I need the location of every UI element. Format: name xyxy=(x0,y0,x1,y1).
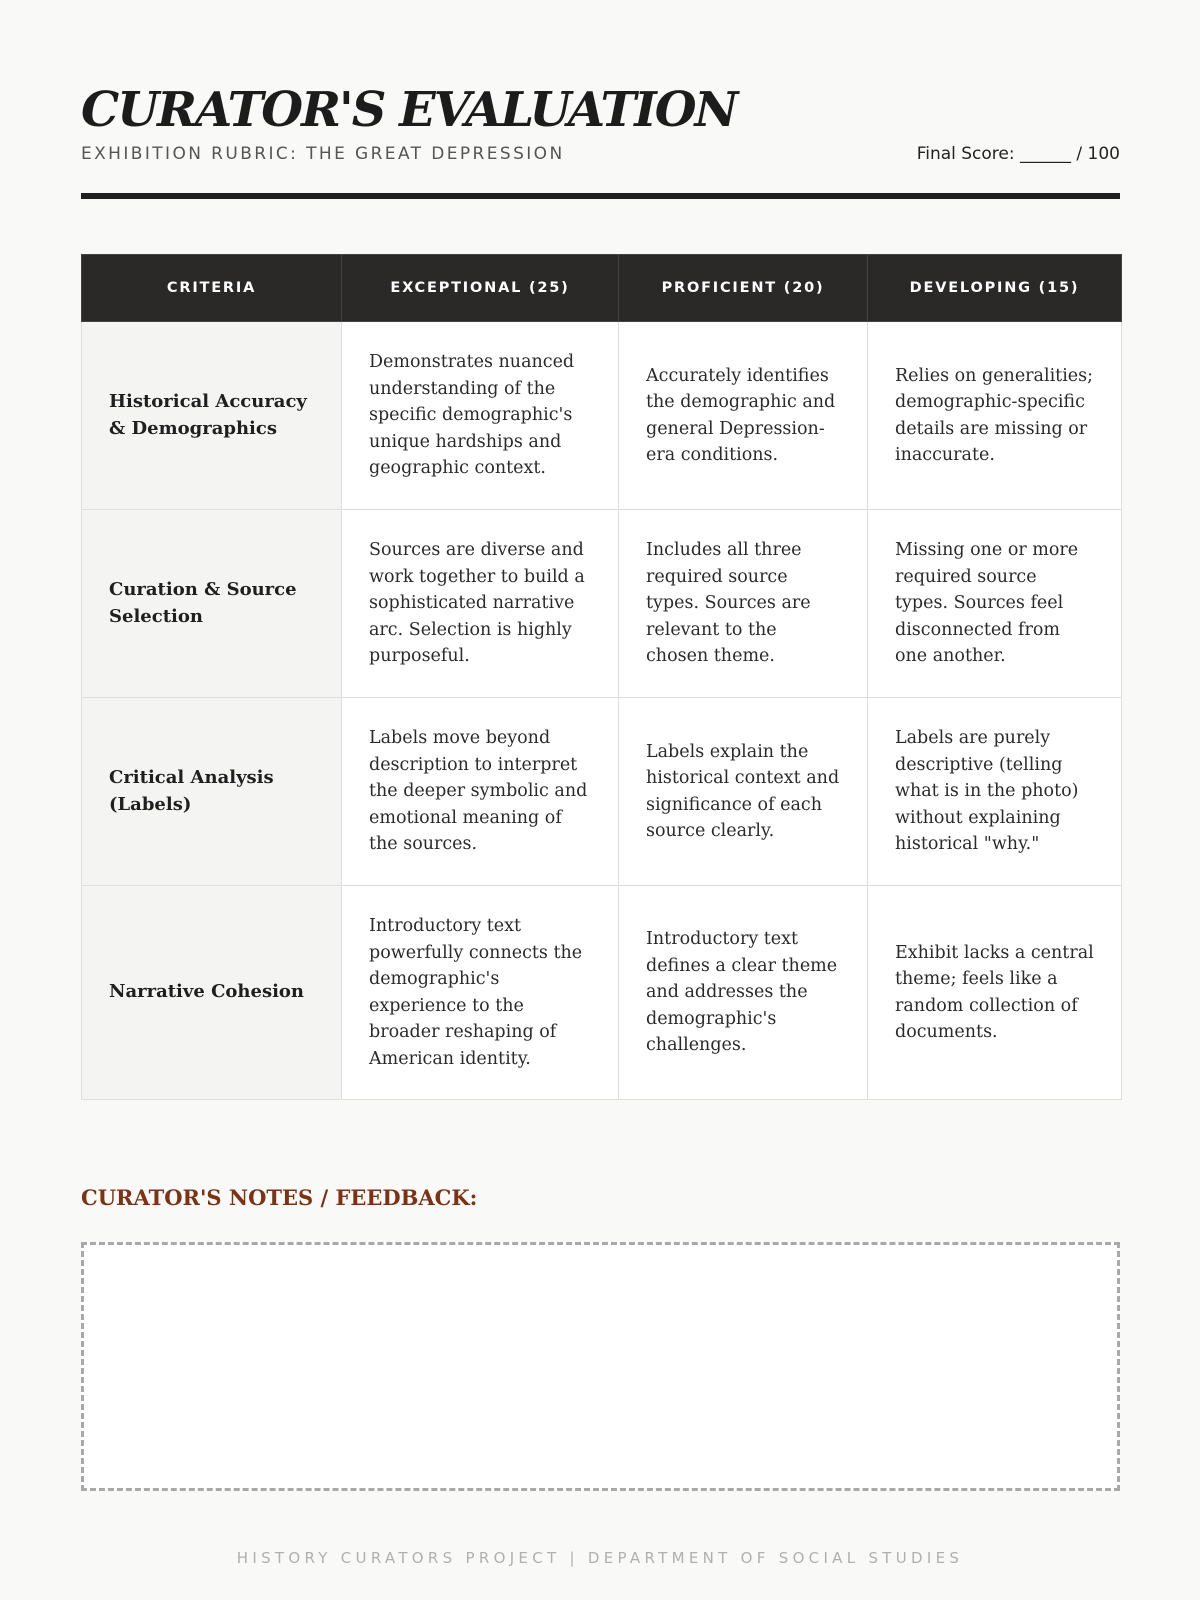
table-row xyxy=(82,322,1122,510)
column-header-criteria: CRITERIA xyxy=(82,255,342,322)
proficient-cell: Introductory text defines a clear theme and addresses the demographic's challenges. xyxy=(619,886,868,1100)
exceptional-cell: Labels move beyond description to interpret the deeper symbolic and emotional meaning of the sources. xyxy=(342,698,619,886)
column-header-developing: DEVELOPING (15) xyxy=(868,255,1122,322)
notes-heading: CURATOR'S NOTES / FEEDBACK: xyxy=(81,1185,478,1210)
proficient-cell: Accurately identifies the demographic and general Depression-era conditions. xyxy=(619,322,868,510)
page-subtitle: EXHIBITION RUBRIC: THE GREAT DEPRESSION xyxy=(81,144,565,164)
developing-cell: Labels are purely descriptive (telling what is in the photo) without explaining historical "why." xyxy=(868,698,1122,886)
criteria-cell: Curation & Source Selection xyxy=(82,510,342,698)
column-header-exceptional: EXCEPTIONAL (25) xyxy=(342,255,619,322)
developing-cell: Missing one or more required source types. Sources feel disconnected from one another. xyxy=(868,510,1122,698)
rubric-table xyxy=(81,254,1122,1100)
criteria-cell: Historical Accuracy & Demographics xyxy=(82,322,342,510)
proficient-cell: Labels explain the historical context and significance of each source clearly. xyxy=(619,698,868,886)
exceptional-cell: Demonstrates nuanced understanding of the specific demographic's unique hardships and geographic context. xyxy=(342,322,619,510)
notes-feedback-box[interactable] xyxy=(81,1242,1120,1491)
final-score-label: Final Score: ______ / 100 xyxy=(916,144,1120,164)
table-row xyxy=(82,886,1122,1100)
rubric-header-row xyxy=(82,255,1122,322)
header-divider xyxy=(81,193,1120,199)
exceptional-cell: Sources are diverse and work together to build a sophisticated narrative arc. Selection is highly purposeful. xyxy=(342,510,619,698)
table-row xyxy=(82,510,1122,698)
criteria-cell: Narrative Cohesion xyxy=(82,886,342,1100)
developing-cell: Relies on generalities; demographic-specific details are missing or inaccurate. xyxy=(868,322,1122,510)
page-footer: HISTORY CURATORS PROJECT | DEPARTMENT OF SOCIAL STUDIES xyxy=(236,1549,964,1567)
column-header-proficient: PROFICIENT (20) xyxy=(619,255,868,322)
proficient-cell: Includes all three required source types. Sources are relevant to the chosen theme. xyxy=(619,510,868,698)
exceptional-cell: Introductory text powerfully connects the demographic's experience to the broader reshaping of American identity. xyxy=(342,886,619,1100)
developing-cell: Exhibit lacks a central theme; feels like a random collection of documents. xyxy=(868,886,1122,1100)
page-title: CURATOR'S EVALUATION xyxy=(81,82,737,138)
table-row xyxy=(82,698,1122,886)
criteria-cell: Critical Analysis (Labels) xyxy=(82,698,342,886)
